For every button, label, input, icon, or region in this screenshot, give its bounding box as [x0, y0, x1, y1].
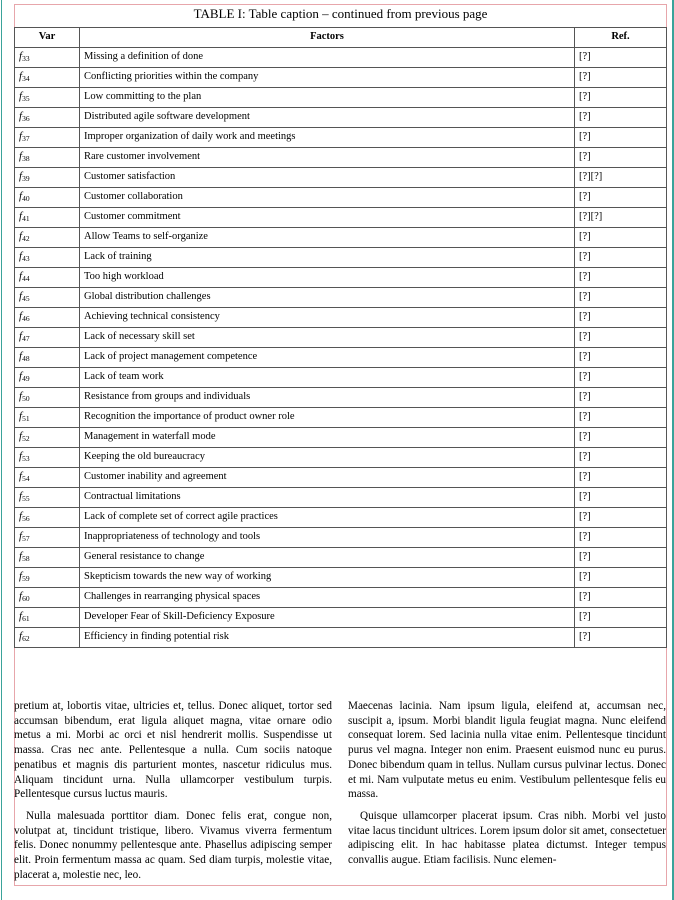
table-row: [15, 127, 667, 147]
var-symbol: f: [19, 409, 23, 422]
factor-cell: Low committing to the plan: [80, 87, 575, 107]
ref-cell: [?][?]: [575, 167, 667, 187]
var-subscript: 39: [22, 173, 30, 183]
table-row: [15, 147, 667, 167]
ref-cell: [?]: [575, 247, 667, 267]
factor-cell: Global distribution challenges: [80, 287, 575, 307]
table-row: [15, 427, 667, 447]
header-ref: Ref.: [575, 28, 667, 48]
var-cell: [15, 627, 80, 647]
ref-cell: [?]: [575, 307, 667, 327]
ref-cell: [?]: [575, 427, 667, 447]
var-cell: [15, 87, 80, 107]
var-symbol: f: [19, 349, 23, 362]
var-symbol: f: [19, 189, 23, 202]
ref-cell: [?]: [575, 407, 667, 427]
var-cell: [15, 247, 80, 267]
header-factors: Factors: [80, 28, 575, 48]
var-cell: [15, 547, 80, 567]
ref-cell: [?]: [575, 467, 667, 487]
var-symbol: f: [19, 569, 23, 582]
var-symbol: f: [19, 69, 23, 82]
var-symbol: f: [19, 589, 23, 602]
factor-cell: Achieving technical consistency: [80, 307, 575, 327]
ref-cell: [?]: [575, 487, 667, 507]
var-subscript: 60: [22, 593, 30, 603]
var-cell: [15, 447, 80, 467]
factor-cell: Lack of necessary skill set: [80, 327, 575, 347]
ref-cell: [?]: [575, 267, 667, 287]
var-cell: [15, 307, 80, 327]
table-caption: TABLE I: Table caption – continued from previous page: [193, 6, 488, 21]
ref-cell: [?]: [575, 507, 667, 527]
factor-cell: Conflicting priorities within the company: [80, 67, 575, 87]
var-cell: [15, 287, 80, 307]
table-row: [15, 607, 667, 627]
ref-cell: [?]: [575, 47, 667, 67]
body-paragraph: Maecenas lacinia. Nam ipsum ligula, eleifend at, accumsan nec, suscipit a, ipsum. Morbi blandit ligula feugiat magna. Nunc eleifend consequat lorem. Sed lacinia nulla vitae enim. Pellentesque tincidunt purus vel magna. Integer non enim. Praesent euismod nunc eu purus. Donec bibendum quam in tellus. Nullam cursus pulvinar lectus. Donec et mi. Nam vulputate metus eu enim. Vestibulum pellentesque felis eu massa.: [348, 700, 666, 801]
var-symbol: f: [19, 209, 23, 222]
ref-cell: [?]: [575, 607, 667, 627]
var-symbol: f: [19, 509, 23, 522]
var-subscript: 45: [22, 293, 30, 303]
factor-cell: Developer Fear of Skill-Deficiency Exposure: [80, 607, 575, 627]
ref-cell: [?]: [575, 107, 667, 127]
ref-cell: [?]: [575, 547, 667, 567]
factor-cell: Customer inability and agreement: [80, 467, 575, 487]
factor-cell: Customer commitment: [80, 207, 575, 227]
factor-cell: Contractual limitations: [80, 487, 575, 507]
var-subscript: 41: [22, 213, 30, 223]
var-subscript: 33: [22, 53, 30, 63]
body-paragraph: pretium at, lobortis vitae, ultricies et, tellus. Donec aliquet, tortor sed accumsan bibendum, erat ligula aliquet magna, vitae ornare odio metus a mi. Morbi ac orci et nisl hendrerit mollis. Suspendisse ut massa. Cras nec ante. Pellentesque a nulla. Cum sociis natoque penatibus et magnis dis parturient montes, nascetur ridiculus mus. Aliquam tincidunt urna. Nulla ullamcorper vestibulum turpis. Pellentesque cursus luctus mauris.: [14, 700, 332, 801]
var-subscript: 46: [22, 313, 30, 323]
var-cell: [15, 607, 80, 627]
var-cell: [15, 67, 80, 87]
table-row: [15, 207, 667, 227]
var-symbol: f: [19, 49, 23, 62]
table-row: [15, 47, 667, 67]
var-cell: [15, 587, 80, 607]
factor-cell: Too high workload: [80, 267, 575, 287]
factor-cell: Improper organization of daily work and meetings: [80, 127, 575, 147]
var-cell: [15, 127, 80, 147]
var-cell: [15, 427, 80, 447]
table-row: [15, 487, 667, 507]
factor-cell: Lack of team work: [80, 367, 575, 387]
body-column-left: [14, 699, 332, 889]
var-cell: [15, 167, 80, 187]
ref-cell: [?]: [575, 147, 667, 167]
factor-cell: Lack of training: [80, 247, 575, 267]
var-cell: [15, 227, 80, 247]
ref-cell: [?]: [575, 587, 667, 607]
var-subscript: 57: [22, 533, 30, 543]
var-subscript: 36: [22, 113, 30, 123]
factor-cell: Resistance from groups and individuals: [80, 387, 575, 407]
var-subscript: 58: [22, 553, 30, 563]
var-subscript: 62: [22, 633, 30, 643]
factor-cell: Lack of complete set of correct agile practices: [80, 507, 575, 527]
var-symbol: f: [19, 389, 23, 402]
var-symbol: f: [19, 369, 23, 382]
factors-table: [14, 27, 667, 648]
ref-cell: [?]: [575, 127, 667, 147]
ref-cell: [?]: [575, 187, 667, 207]
var-cell: [15, 567, 80, 587]
table-row: [15, 307, 667, 327]
table-row: [15, 367, 667, 387]
var-symbol: f: [19, 229, 23, 242]
factor-cell: Allow Teams to self-organize: [80, 227, 575, 247]
ref-cell: [?]: [575, 627, 667, 647]
var-symbol: f: [19, 609, 23, 622]
ref-cell: [?]: [575, 327, 667, 347]
table-row: [15, 287, 667, 307]
ref-cell: [?]: [575, 347, 667, 367]
var-subscript: 37: [22, 133, 30, 143]
ref-cell: [?][?]: [575, 207, 667, 227]
factor-cell: Rare customer involvement: [80, 147, 575, 167]
var-subscript: 44: [22, 273, 30, 283]
var-symbol: f: [19, 549, 23, 562]
header-var: Var: [15, 28, 80, 48]
var-subscript: 55: [22, 493, 30, 503]
table-row: [15, 67, 667, 87]
factor-cell: Efficiency in finding potential risk: [80, 627, 575, 647]
var-subscript: 48: [22, 353, 30, 363]
var-cell: [15, 327, 80, 347]
factor-cell: Recognition the importance of product owner role: [80, 407, 575, 427]
var-symbol: f: [19, 309, 23, 322]
factor-cell: Customer collaboration: [80, 187, 575, 207]
var-subscript: 43: [22, 253, 30, 263]
ref-cell: [?]: [575, 567, 667, 587]
table-row: [15, 167, 667, 187]
var-subscript: 47: [22, 333, 30, 343]
body-paragraph: Nulla malesuada porttitor diam. Donec felis erat, congue non, volutpat at, tincidunt tristique, libero. Vivamus viverra fermentum felis. Donec nonummy pellentesque ante. Phasellus adipiscing semper elit. Proin fermentum massa ac quam. Sed diam turpis, molestie vitae, placerat a, molestie nec, leo.: [14, 809, 332, 881]
factor-cell: General resistance to change: [80, 547, 575, 567]
var-subscript: 34: [22, 73, 30, 83]
var-cell: [15, 347, 80, 367]
var-cell: [15, 187, 80, 207]
var-symbol: f: [19, 449, 23, 462]
factor-cell: Distributed agile software development: [80, 107, 575, 127]
table-row: [15, 587, 667, 607]
table-row: [15, 187, 667, 207]
factor-cell: Keeping the old bureaucracy: [80, 447, 575, 467]
var-subscript: 52: [22, 433, 30, 443]
table-header-row: [15, 28, 667, 48]
var-symbol: f: [19, 89, 23, 102]
table-row: [15, 247, 667, 267]
table-row: [15, 447, 667, 467]
table-row: [15, 387, 667, 407]
var-symbol: f: [19, 129, 23, 142]
var-subscript: 56: [22, 513, 30, 523]
factor-cell: Customer satisfaction: [80, 167, 575, 187]
factor-cell: Skepticism towards the new way of working: [80, 567, 575, 587]
var-symbol: f: [19, 629, 23, 642]
var-cell: [15, 107, 80, 127]
var-symbol: f: [19, 149, 23, 162]
ref-cell: [?]: [575, 447, 667, 467]
var-cell: [15, 207, 80, 227]
var-symbol: f: [19, 169, 23, 182]
table-row: [15, 327, 667, 347]
var-cell: [15, 367, 80, 387]
var-subscript: 50: [22, 393, 30, 403]
factor-cell: Missing a definition of done: [80, 47, 575, 67]
var-cell: [15, 147, 80, 167]
left-frame-border: [1, 0, 2, 900]
var-symbol: f: [19, 109, 23, 122]
var-symbol: f: [19, 269, 23, 282]
var-symbol: f: [19, 329, 23, 342]
var-symbol: f: [19, 529, 23, 542]
factor-cell: Lack of project management competence: [80, 347, 575, 367]
table-row: [15, 547, 667, 567]
var-subscript: 54: [22, 473, 30, 483]
table-row: [15, 567, 667, 587]
body-column-right: [348, 699, 666, 875]
table-row: [15, 347, 667, 367]
ref-cell: [?]: [575, 67, 667, 87]
var-cell: [15, 527, 80, 547]
table-row: [15, 467, 667, 487]
table-body: [15, 47, 667, 647]
factor-cell: Inappropriateness of technology and tools: [80, 527, 575, 547]
var-symbol: f: [19, 249, 23, 262]
var-subscript: 49: [22, 373, 30, 383]
var-cell: [15, 47, 80, 67]
table-row: [15, 527, 667, 547]
var-symbol: f: [19, 489, 23, 502]
ref-cell: [?]: [575, 227, 667, 247]
ref-cell: [?]: [575, 387, 667, 407]
table-row: [15, 627, 667, 647]
var-subscript: 61: [22, 613, 30, 623]
body-paragraph: Quisque ullamcorper placerat ipsum. Cras nibh. Morbi vel justo vitae lacus tincidunt ultrices. Lorem ipsum dolor sit amet, consectetuer adipiscing elit. In hac habitasse platea dictumst. Integer tempus convallis augue. Etiam facilisis. Nunc elemen-: [348, 809, 666, 867]
var-symbol: f: [19, 429, 23, 442]
table-row: [15, 87, 667, 107]
var-subscript: 59: [22, 573, 30, 583]
ref-cell: [?]: [575, 87, 667, 107]
var-cell: [15, 267, 80, 287]
var-subscript: 38: [22, 153, 30, 163]
var-symbol: f: [19, 289, 23, 302]
var-cell: [15, 507, 80, 527]
table-row: [15, 507, 667, 527]
var-subscript: 40: [22, 193, 30, 203]
table-row: [15, 227, 667, 247]
var-subscript: 53: [22, 453, 30, 463]
table-row: [15, 267, 667, 287]
ref-cell: [?]: [575, 287, 667, 307]
ref-cell: [?]: [575, 527, 667, 547]
var-cell: [15, 487, 80, 507]
ref-cell: [?]: [575, 367, 667, 387]
var-symbol: f: [19, 469, 23, 482]
var-subscript: 35: [22, 93, 30, 103]
factor-cell: Management in waterfall mode: [80, 427, 575, 447]
var-subscript: 51: [22, 413, 30, 423]
table-row: [15, 407, 667, 427]
var-subscript: 42: [22, 233, 30, 243]
factor-cell: Challenges in rearranging physical spaces: [80, 587, 575, 607]
table-row: [15, 107, 667, 127]
var-cell: [15, 387, 80, 407]
var-cell: [15, 407, 80, 427]
var-cell: [15, 467, 80, 487]
